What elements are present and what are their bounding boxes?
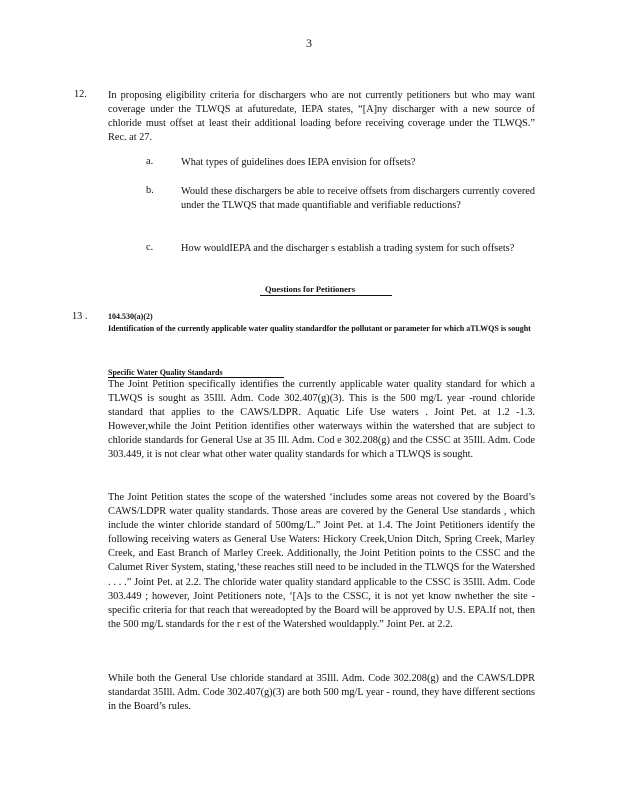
page-number: 3 — [306, 36, 312, 50]
item-12c-text: How wouldIEPA and the discharger s establish a trading system for such offsets? — [181, 243, 515, 254]
item-12b-text: Would these dischargers be able to receive offsets from dischargers currently covered under the TLWQS that made quantifiable and verifiable reductions? — [181, 186, 535, 212]
item-12a-letter: a. — [146, 156, 154, 167]
section-heading-rule — [260, 295, 392, 296]
item-12a-text: What types of guidelines does IEPA envision for offsets? — [181, 157, 416, 168]
subheading-specific-wqs: Specific Water Quality Standards — [108, 368, 223, 377]
paragraph-3: While both the General Use chloride standard at 35Ill. Adm. Code 302.208(g) and the CAWS/LDPR standardat 35Ill. Adm. Code 302.407(g)(3) are both 500 mg/L year - round, they have different sections in the Board’s rules. — [108, 673, 535, 713]
identification-heading: Identification of the currently applicable water quality standardfor the pollutant or parameter for which aTLWQS is sought — [108, 324, 531, 333]
paragraph-1: The Joint Petition specifically identifies the currently applicable water quality standard for which a TLWQS is sought as 35Ill. Adm. Code 302.407(g)(3). This is the 500 mg/L year -round chloride standard that applies to the CAWS/LDPR. Aquatic Life Use waters . Joint Pet. at 1.2 -1.3. However,while the Joint Petition identifies other waterways within the watershed that are subject to chloride standards for General Use at 35 Ill. Adm. Cod e 302.208(g) and the CSSC at 35Ill. Adm. Code 303.449, it is not clear what other water quality standards for which a TLWQS is sought. — [108, 379, 535, 461]
item-12-text: In proposing eligibility criteria for dischargers who are not currently petitioners but who may want coverage under the TLWQS at afuturedate, IEPA states, “[A]ny discharger with a new source of chloride must offset at least their additional loading before receiving coverage under the TLWQS.” Rec. at 27. — [108, 90, 535, 144]
item-12-number: 12. — [74, 89, 87, 100]
paragraph-2: The Joint Petition states the scope of the watershed ‘includes some areas not covered by the Board’s CAWS/LDPR water quality standards. Those areas are covered by the General Use standards , which include the winter chloride standard of 500mg/L.” Joint Pet. at 1.4. The Joint Petitioners identify the following receiving waters as General Use Waters: Hickory Creek,Union Ditch, Spring Creek, Marley Creek, and East Branch of Marley Creek. Additionally, the Joint Petition points to the CSSC and the Calumet River System, stating,‘these reaches still need to be included in the TLWQS for the Watershed . . . .” Joint Pet. at 2.2. The chloride water quality standard applicable to the CSSC is 35Ill. Adm. Code 303.449 ; however, Joint Petitioners note, ‘[A]s to the CSSC, it is not yet know nwhether the site -specific criteria for that reach that wereadopted by the Board will be approved by U.S. EPA.If not, then the 500 mg/L standards for the r est of the Watershed wouldapply.” Joint Pet. at 2.2. — [108, 492, 535, 630]
section-reference: 104.530(a)(2) — [108, 312, 153, 321]
item-12c-letter: c. — [146, 242, 154, 253]
section-heading: Questions for Petitioners — [264, 284, 356, 294]
item-13-number: 13 . — [72, 311, 88, 322]
item-12b-letter: b. — [146, 185, 154, 196]
